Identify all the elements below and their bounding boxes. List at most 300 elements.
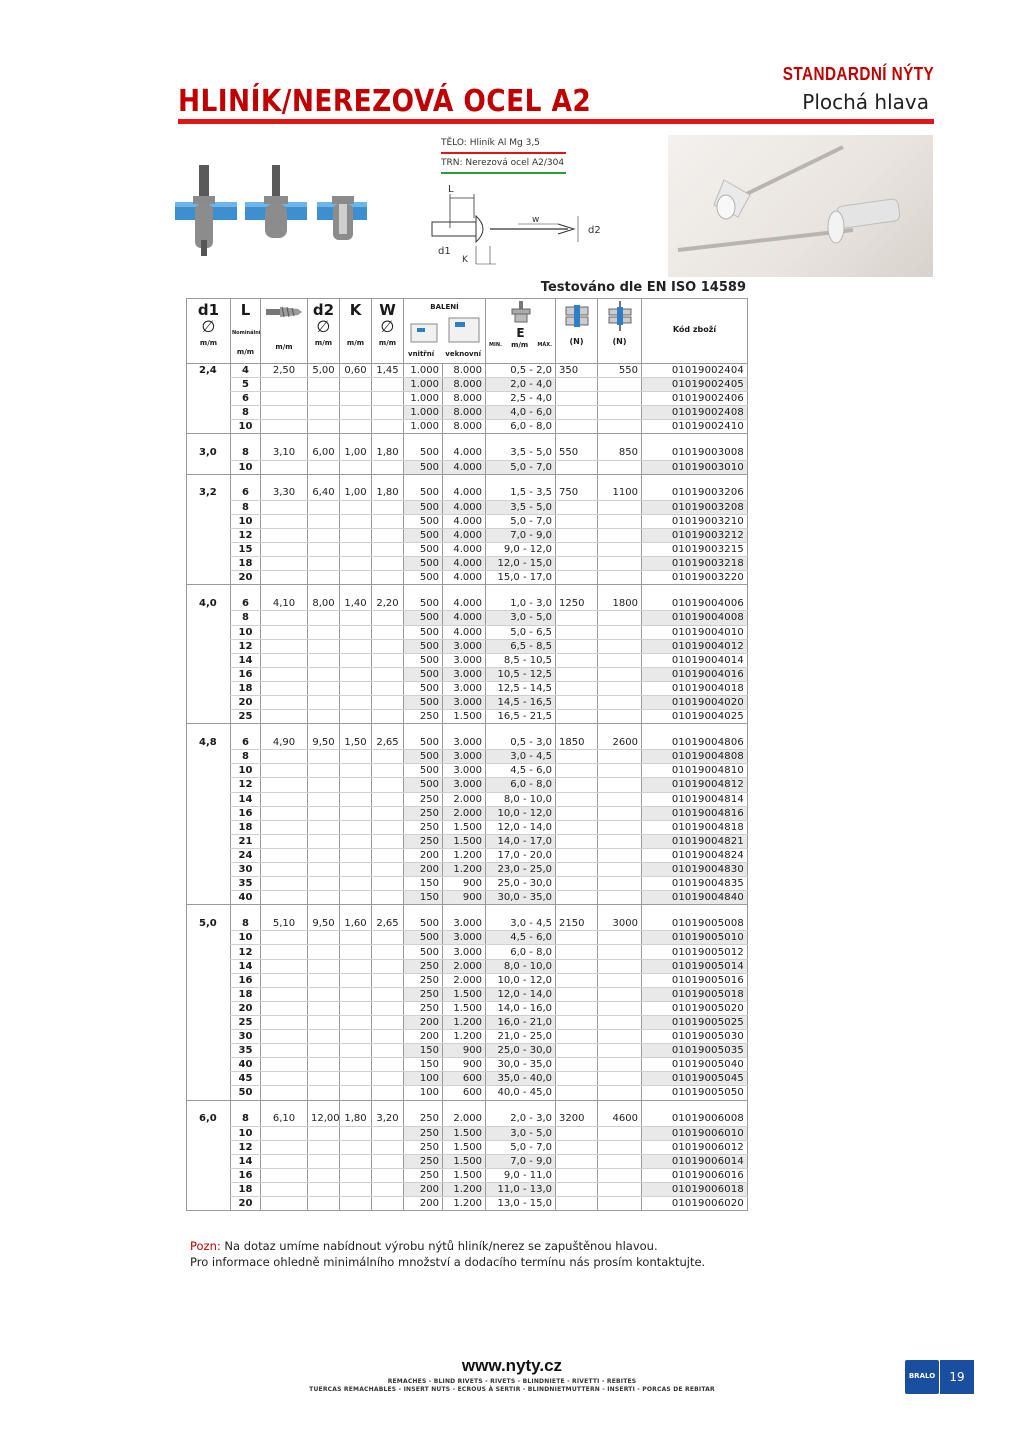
tensile-test-icon xyxy=(605,301,635,331)
cell-drill xyxy=(261,1015,308,1029)
cell-E: 13,0 - 15,0 xyxy=(486,1197,556,1211)
table-row xyxy=(187,557,748,571)
cell-E: 4,5 - 6,0 xyxy=(486,931,556,945)
cell-E: 12,0 - 14,0 xyxy=(486,987,556,1001)
cell-tensile xyxy=(598,931,642,945)
cell-d2 xyxy=(308,528,340,542)
cell-d2 xyxy=(308,1015,340,1029)
cell-drill xyxy=(261,1086,308,1100)
cell-outer: 1.500 xyxy=(443,820,486,834)
cell-d2 xyxy=(308,681,340,695)
website-link[interactable]: www.nyty.cz xyxy=(461,1356,563,1375)
table-row xyxy=(187,653,748,667)
table-row xyxy=(187,945,748,959)
table-row xyxy=(187,392,748,406)
cell-shear xyxy=(556,973,598,987)
cell-W xyxy=(372,681,404,695)
cell-inner: 200 xyxy=(404,1030,443,1044)
cell-tensile: 850 xyxy=(598,446,642,460)
cell-tensile xyxy=(598,392,642,406)
table-row xyxy=(187,639,748,653)
cell-d2 xyxy=(308,1140,340,1154)
cell-drill xyxy=(261,1126,308,1140)
cell-K xyxy=(340,1140,372,1154)
diagram-label-w: w xyxy=(532,215,540,225)
cell-inner: 500 xyxy=(404,736,443,750)
cell-E: 8,0 - 10,0 xyxy=(486,792,556,806)
cell-drill xyxy=(261,611,308,625)
cell-inner: 500 xyxy=(404,764,443,778)
cell-code: 01019004006 xyxy=(642,597,748,611)
rivet-dimension-diagram xyxy=(418,180,608,270)
header-E: E MIN. m/m MÁX. xyxy=(486,299,556,364)
header-shear: (N) xyxy=(556,299,598,364)
cell-d1: 6,0 xyxy=(187,1112,231,1211)
cell-tensile xyxy=(598,945,642,959)
cell-tensile xyxy=(598,378,642,392)
cell-d1: 2,4 xyxy=(187,364,231,434)
cell-drill xyxy=(261,877,308,891)
cell-d2: 9,50 xyxy=(308,736,340,750)
cell-drill xyxy=(261,750,308,764)
cell-L: 25 xyxy=(231,1015,261,1029)
cell-E: 14,5 - 16,5 xyxy=(486,695,556,709)
cell-E: 10,0 - 12,0 xyxy=(486,806,556,820)
cell-W xyxy=(372,945,404,959)
cell-code: 01019003008 xyxy=(642,446,748,460)
cell-drill xyxy=(261,557,308,571)
cell-shear xyxy=(556,863,598,877)
table-row xyxy=(187,1168,748,1182)
cell-code: 01019004010 xyxy=(642,625,748,639)
cell-shear xyxy=(556,543,598,557)
cell-shear: 3200 xyxy=(556,1112,598,1126)
cell-inner: 250 xyxy=(404,1126,443,1140)
cell-E: 2,5 - 4,0 xyxy=(486,392,556,406)
cell-inner: 500 xyxy=(404,917,443,931)
cell-d2 xyxy=(308,820,340,834)
cell-inner: 500 xyxy=(404,931,443,945)
cell-shear xyxy=(556,1086,598,1100)
cell-E: 3,0 - 5,0 xyxy=(486,611,556,625)
cell-E: 0,5 - 3,0 xyxy=(486,736,556,750)
cell-inner: 150 xyxy=(404,1044,443,1058)
header-d2: d2 ∅ m/m xyxy=(308,299,340,364)
cell-W xyxy=(372,778,404,792)
cell-shear xyxy=(556,891,598,905)
cell-code: 01019004810 xyxy=(642,764,748,778)
cell-outer: 4.000 xyxy=(443,557,486,571)
cell-drill xyxy=(261,653,308,667)
cell-W xyxy=(372,877,404,891)
cell-outer: 3.000 xyxy=(443,917,486,931)
cell-code: 01019004808 xyxy=(642,750,748,764)
cell-d2: 8,00 xyxy=(308,597,340,611)
table-row xyxy=(187,625,748,639)
table-row xyxy=(187,446,748,460)
cell-L: 6 xyxy=(231,486,261,500)
cell-inner: 500 xyxy=(404,750,443,764)
rivet-icon-2 xyxy=(245,165,307,238)
cell-code: 01019005035 xyxy=(642,1044,748,1058)
cell-shear xyxy=(556,764,598,778)
cell-outer: 3.000 xyxy=(443,945,486,959)
cell-W xyxy=(372,820,404,834)
cell-code: 01019004008 xyxy=(642,611,748,625)
cell-W xyxy=(372,792,404,806)
cell-E: 14,0 - 17,0 xyxy=(486,834,556,848)
table-row xyxy=(187,863,748,877)
cell-W xyxy=(372,392,404,406)
cell-code: 01019004018 xyxy=(642,681,748,695)
cell-drill xyxy=(261,406,308,420)
cell-E: 5,0 - 7,0 xyxy=(486,1140,556,1154)
cell-inner: 1.000 xyxy=(404,378,443,392)
cell-d2 xyxy=(308,1072,340,1086)
table-row xyxy=(187,500,748,514)
cell-code: 01019004025 xyxy=(642,710,748,724)
cell-drill: 3,30 xyxy=(261,486,308,500)
cell-L: 20 xyxy=(231,695,261,709)
cell-outer: 1.500 xyxy=(443,1126,486,1140)
table-row xyxy=(187,420,748,434)
cell-W xyxy=(372,1001,404,1015)
cell-outer: 2.000 xyxy=(443,973,486,987)
cell-L: 35 xyxy=(231,1044,261,1058)
cell-outer: 1.200 xyxy=(443,1030,486,1044)
cell-drill xyxy=(261,987,308,1001)
cell-code: 01019004806 xyxy=(642,736,748,750)
cell-tensile xyxy=(598,611,642,625)
cell-d2 xyxy=(308,1182,340,1196)
table-row xyxy=(187,877,748,891)
cell-L: 5 xyxy=(231,378,261,392)
bralo-logo: BRALO xyxy=(905,1360,939,1394)
cell-outer: 2.000 xyxy=(443,792,486,806)
cell-W xyxy=(372,611,404,625)
cell-inner: 250 xyxy=(404,973,443,987)
cell-W xyxy=(372,571,404,585)
cell-E: 11,0 - 13,0 xyxy=(486,1182,556,1196)
cell-d2 xyxy=(308,750,340,764)
cell-L: 10 xyxy=(231,514,261,528)
cell-E: 5,0 - 6,5 xyxy=(486,625,556,639)
cell-d2 xyxy=(308,514,340,528)
cell-code: 01019002410 xyxy=(642,420,748,434)
cell-drill xyxy=(261,959,308,973)
cell-E: 9,0 - 12,0 xyxy=(486,543,556,557)
cell-L: 8 xyxy=(231,500,261,514)
cell-drill xyxy=(261,710,308,724)
cell-K xyxy=(340,667,372,681)
cell-E: 6,0 - 8,0 xyxy=(486,945,556,959)
cell-code: 01019004824 xyxy=(642,848,748,862)
cell-code: 01019006020 xyxy=(642,1197,748,1211)
cell-tensile xyxy=(598,625,642,639)
cell-E: 7,0 - 9,0 xyxy=(486,528,556,542)
cell-shear xyxy=(556,571,598,585)
cell-K xyxy=(340,543,372,557)
cell-E: 1,5 - 3,5 xyxy=(486,486,556,500)
cell-K: 0,60 xyxy=(340,364,372,378)
table-row xyxy=(187,460,748,474)
cell-E: 3,0 - 4,5 xyxy=(486,750,556,764)
cell-inner: 250 xyxy=(404,987,443,1001)
cell-inner: 250 xyxy=(404,1001,443,1015)
table-row xyxy=(187,1154,748,1168)
cell-d1: 3,0 xyxy=(187,446,231,474)
cell-drill xyxy=(261,764,308,778)
cell-d2 xyxy=(308,1001,340,1015)
cell-tensile xyxy=(598,750,642,764)
cell-tensile xyxy=(598,695,642,709)
cell-inner: 500 xyxy=(404,528,443,542)
cell-drill xyxy=(261,973,308,987)
cell-W xyxy=(372,1154,404,1168)
cell-E: 3,0 - 4,5 xyxy=(486,917,556,931)
table-row xyxy=(187,378,748,392)
cell-E: 7,0 - 9,0 xyxy=(486,1154,556,1168)
cell-K xyxy=(340,406,372,420)
cell-L: 16 xyxy=(231,1168,261,1182)
table-row xyxy=(187,750,748,764)
cell-W xyxy=(372,1030,404,1044)
cell-tensile xyxy=(598,1154,642,1168)
cell-W xyxy=(372,378,404,392)
cell-K xyxy=(340,378,372,392)
table-row xyxy=(187,486,748,500)
cell-inner: 500 xyxy=(404,695,443,709)
cell-shear xyxy=(556,710,598,724)
cell-inner: 250 xyxy=(404,1112,443,1126)
cell-E: 6,0 - 8,0 xyxy=(486,778,556,792)
cell-drill xyxy=(261,820,308,834)
cell-E: 14,0 - 16,0 xyxy=(486,1001,556,1015)
cell-W xyxy=(372,987,404,1001)
cell-shear xyxy=(556,945,598,959)
cell-outer: 2.000 xyxy=(443,1112,486,1126)
cell-code: 01019004812 xyxy=(642,778,748,792)
cell-code: 01019004818 xyxy=(642,820,748,834)
cell-E: 3,0 - 5,0 xyxy=(486,1126,556,1140)
cell-E: 3,5 - 5,0 xyxy=(486,500,556,514)
cell-K xyxy=(340,653,372,667)
cell-tensile xyxy=(598,1086,642,1100)
cell-code: 01019003218 xyxy=(642,557,748,571)
cell-drill xyxy=(261,1140,308,1154)
cell-d2 xyxy=(308,778,340,792)
cell-L: 20 xyxy=(231,1001,261,1015)
cell-K xyxy=(340,1015,372,1029)
cell-drill xyxy=(261,681,308,695)
cell-E: 12,0 - 15,0 xyxy=(486,557,556,571)
cell-K: 1,80 xyxy=(340,1112,372,1126)
cell-shear xyxy=(556,420,598,434)
cell-inner: 500 xyxy=(404,543,443,557)
cell-L: 18 xyxy=(231,681,261,695)
header-baleni: BALENÍ vnitřní veknovní xyxy=(404,299,486,364)
group-spacer xyxy=(187,905,748,917)
rivet-spec-table xyxy=(186,298,748,1211)
cell-outer: 4.000 xyxy=(443,486,486,500)
cell-L: 16 xyxy=(231,973,261,987)
table-row xyxy=(187,1182,748,1196)
cell-tensile xyxy=(598,863,642,877)
cell-tensile xyxy=(598,806,642,820)
cell-E: 35,0 - 40,0 xyxy=(486,1072,556,1086)
cell-tensile xyxy=(598,973,642,987)
cell-shear xyxy=(556,848,598,862)
cell-W: 2,65 xyxy=(372,736,404,750)
cell-E: 12,5 - 14,5 xyxy=(486,681,556,695)
cell-shear xyxy=(556,1044,598,1058)
cell-code: 01019004020 xyxy=(642,695,748,709)
cell-shear xyxy=(556,1058,598,1072)
cell-W xyxy=(372,806,404,820)
cell-drill xyxy=(261,806,308,820)
cell-code: 01019006012 xyxy=(642,1140,748,1154)
cell-inner: 200 xyxy=(404,863,443,877)
cell-code: 01019005012 xyxy=(642,945,748,959)
cell-K xyxy=(340,1154,372,1168)
cell-drill xyxy=(261,1197,308,1211)
cell-drill xyxy=(261,1001,308,1015)
cell-d2 xyxy=(308,460,340,474)
cell-d2 xyxy=(308,500,340,514)
cell-L: 8 xyxy=(231,446,261,460)
cell-inner: 1.000 xyxy=(404,420,443,434)
cell-d2 xyxy=(308,1197,340,1211)
cell-tensile xyxy=(598,653,642,667)
cell-outer: 8.000 xyxy=(443,364,486,378)
cell-L: 14 xyxy=(231,792,261,806)
cell-tensile xyxy=(598,681,642,695)
cell-d2 xyxy=(308,378,340,392)
cell-outer: 4.000 xyxy=(443,625,486,639)
cell-L: 20 xyxy=(231,1197,261,1211)
cell-outer: 2.000 xyxy=(443,959,486,973)
header-tensile: (N) xyxy=(598,299,642,364)
cell-K xyxy=(340,1182,372,1196)
cell-L: 8 xyxy=(231,917,261,931)
cell-d2 xyxy=(308,639,340,653)
diagram-label-d2: d2 xyxy=(588,225,601,236)
cell-outer: 8.000 xyxy=(443,420,486,434)
cell-d2: 12,00 xyxy=(308,1112,340,1126)
cell-drill xyxy=(261,1044,308,1058)
table-row xyxy=(187,891,748,905)
cell-d2: 6,00 xyxy=(308,446,340,460)
cell-d2 xyxy=(308,931,340,945)
cell-drill: 3,10 xyxy=(261,446,308,460)
cell-tensile xyxy=(598,1182,642,1196)
cell-L: 8 xyxy=(231,750,261,764)
cell-outer: 3.000 xyxy=(443,764,486,778)
table-row xyxy=(187,736,748,750)
table-row xyxy=(187,695,748,709)
table-row xyxy=(187,778,748,792)
table-row xyxy=(187,1015,748,1029)
group-spacer xyxy=(187,434,748,446)
cell-K: 1,50 xyxy=(340,736,372,750)
cell-d1: 4,0 xyxy=(187,597,231,724)
cell-code: 01019006010 xyxy=(642,1126,748,1140)
table-row xyxy=(187,571,748,585)
cell-d1: 4,8 xyxy=(187,736,231,905)
cell-inner: 500 xyxy=(404,571,443,585)
cell-drill xyxy=(261,1182,308,1196)
cell-inner: 500 xyxy=(404,945,443,959)
cell-shear xyxy=(556,1072,598,1086)
cell-W xyxy=(372,863,404,877)
cell-outer: 1.200 xyxy=(443,1197,486,1211)
cell-d2 xyxy=(308,764,340,778)
cell-outer: 900 xyxy=(443,891,486,905)
cell-W xyxy=(372,1168,404,1182)
drill-bit-icon xyxy=(264,301,304,323)
header-d1: d1 ∅ m/m xyxy=(187,299,231,364)
table-row xyxy=(187,514,748,528)
page-title: HLINÍK/NEREZOVÁ OCEL A2 xyxy=(178,84,592,119)
cell-L: 12 xyxy=(231,528,261,542)
cell-L: 10 xyxy=(231,1126,261,1140)
cell-W: 1,80 xyxy=(372,446,404,460)
cell-drill xyxy=(261,667,308,681)
cell-drill xyxy=(261,891,308,905)
cell-K xyxy=(340,1086,372,1100)
cell-inner: 250 xyxy=(404,820,443,834)
cell-d2: 9,50 xyxy=(308,917,340,931)
cell-d2 xyxy=(308,571,340,585)
cell-W xyxy=(372,420,404,434)
cell-K xyxy=(340,1044,372,1058)
cell-E: 9,0 - 11,0 xyxy=(486,1168,556,1182)
cell-L: 40 xyxy=(231,891,261,905)
cell-E: 16,5 - 21,5 xyxy=(486,710,556,724)
table-row xyxy=(187,597,748,611)
footer-products-line-1: REMACHES - BLIND RIVETS - RIVETS - BLINDNIETE - RIVETTI - REBITES xyxy=(387,1378,637,1385)
cell-d2 xyxy=(308,806,340,820)
cell-drill xyxy=(261,460,308,474)
table-row xyxy=(187,1086,748,1100)
cell-inner: 500 xyxy=(404,597,443,611)
group-spacer xyxy=(187,585,748,597)
cell-E: 17,0 - 20,0 xyxy=(486,848,556,862)
cell-W xyxy=(372,1015,404,1029)
cell-W xyxy=(372,764,404,778)
cell-W xyxy=(372,891,404,905)
title-rule xyxy=(178,119,934,124)
header-L: L Nominální m/m xyxy=(231,299,261,364)
cell-code: 01019006018 xyxy=(642,1182,748,1196)
cell-code: 01019003208 xyxy=(642,500,748,514)
cell-d2 xyxy=(308,848,340,862)
cell-shear xyxy=(556,1154,598,1168)
cell-code: 01019004012 xyxy=(642,639,748,653)
cell-d2 xyxy=(308,667,340,681)
cell-inner: 250 xyxy=(404,792,443,806)
cell-inner: 200 xyxy=(404,1015,443,1029)
cell-shear xyxy=(556,406,598,420)
cell-L: 50 xyxy=(231,1086,261,1100)
cell-L: 14 xyxy=(231,1154,261,1168)
cell-outer: 1.500 xyxy=(443,1154,486,1168)
cell-tensile: 1800 xyxy=(598,597,642,611)
cell-d2 xyxy=(308,543,340,557)
cell-drill: 4,10 xyxy=(261,597,308,611)
diagram-label-d1: d1 xyxy=(438,246,451,257)
cell-W: 2,65 xyxy=(372,917,404,931)
